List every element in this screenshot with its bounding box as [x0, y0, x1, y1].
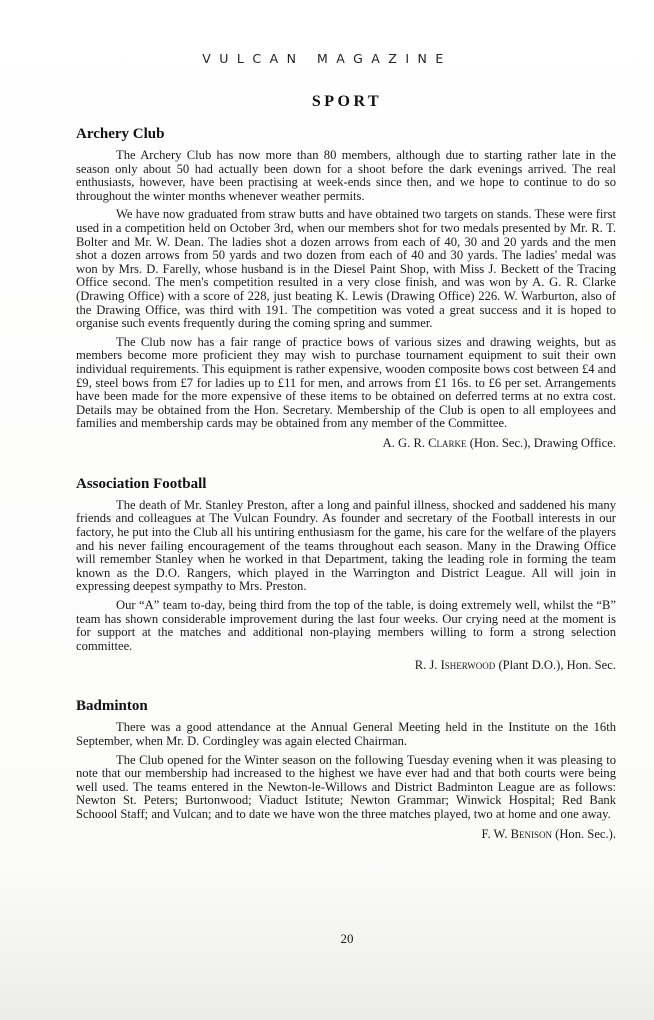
signature — [76, 658, 616, 672]
article-body — [76, 126, 616, 867]
running-head: VULCAN MAGAZINE — [202, 51, 452, 66]
paragraph: The death of Mr. Stanley Preston, after a long and painful illness, shocked and saddened his many friends and colleagues at The Vulcan Foundry. As founder and secretary of the Football interests in our factory, he put into the Club all his untiring enthusiasm for the game, his care for the welfare of the players and his never failing encouragement of the teams throughout each season. Many in the Drawing Office will remember Stanley when he worked in that Department, taking the leading role in forming the team known as the D.O. Rangers, which played in the Warrington and District League. All will join in expressing deepest sympathy to Mrs. Preston. — [76, 497, 616, 594]
paragraph: We have now graduated from straw butts and have obtained two targets on stands. These were first used in a competition held on October 3rd, when our members shot for two medals presented by Mr. R. T. Bolter and Mr. W. Dean. The ladies shot a dozen arrows from each of 40, 30 and 20 yards and the men shot a dozen arrows from 50 yards and two dozen from each of 40 and 30 yards. The ladies' medal was won by Mrs. D. Farelly, whose husband is in the Diesel Paint Shop, with Miss J. Beckett of the Tracing Office second. The men's competition resulted in a very close finish, and was won by A. G. R. Clarke (Drawing Office) with a score of 228, just beating K. Lewis (Drawing Office) 226. W. Warburton, also of the Drawing Office, was third with 191. The competition was voted a great success and it is hoped to organise such events frequently during the coming spring and summer. — [76, 207, 616, 331]
signature-role: (Hon. Sec.), Drawing Office. — [466, 435, 616, 450]
paragraph: The Club now has a fair range of practice bows of various sizes and drawing weights, but as members become more proficient they may wish to purchase tournament equipment to suit their own individual requirements. This equipment is rather expensive, wooden composite bows cost between £4 and £9, steel bows from £7 for ladies up to £11 for men, and arrows from £1 16s. to £6 per set. Arrangements have been made for the more expensive of these items to be obtained on deferred terms at no extra cost. Details may be obtained from the Hon. Secretary. Membership of the Club is open to all employees and families and membership cards may be obtained from any member of the Committee. — [76, 334, 616, 431]
paragraph: There was a good attendance at the Annual General Meeting held in the Institute on the 16th September, when Mr. D. Cordingley was again elected Chairman. — [76, 720, 616, 748]
section-heading: Badminton — [76, 698, 148, 715]
signature-initials: F. W. — [481, 826, 511, 841]
badminton-section — [76, 698, 616, 840]
paragraph: The Club opened for the Winter season on the following Tuesday evening when it was pleasing to note that our membership had increased to the highest we have ever had and that both courts were being well used. The teams entered in the Newton-le-Willows and District Badminton League are as follows: Newton St. Peters; Burtonwood; Viaduct Istitute; Newton Grammar; Winwick Hospital; Red Bank Schoool Staff; and Vulcan; and to date we have won the three matches played, two at home and one away. — [76, 752, 616, 821]
signature-initials: R. J. — [414, 658, 441, 673]
signature-role: (Plant D.O.), Hon. Sec. — [495, 658, 616, 673]
signature — [76, 827, 616, 841]
association-football-section — [76, 476, 616, 673]
archery-club-section — [76, 126, 616, 450]
signature-surname: Clarke — [428, 435, 467, 450]
paragraph: Our “A” team to-day, being third from the top of the table, is doing extremely well, whilst the “B” team has shown considerable improvement during the last four weeks. Our crying need at the moment is for support at the matches and additional non-playing members willing to form a strong selection committee. — [76, 598, 616, 653]
section-heading: Association Football — [76, 475, 207, 492]
signature — [76, 436, 616, 450]
section-heading: Archery Club — [76, 126, 165, 142]
signature-surname: Benison — [510, 826, 552, 841]
signature-surname: Isherwood — [440, 658, 496, 673]
section-title: SPORT — [311, 93, 383, 110]
page-number: 20 — [340, 931, 354, 946]
paragraph: The Archery Club has now more than 80 members, although due to starting rather late in the season only about 50 had actually been down for a shoot before the dark evenings arrived. The real enthusiasts, however, have been practising at week-ends since then, and we hope to continue to do so throughout the winter months whenever weather permits. — [76, 148, 616, 203]
signature-initials: A. G. R. — [382, 435, 429, 450]
signature-role: (Hon. Sec.). — [551, 826, 616, 841]
